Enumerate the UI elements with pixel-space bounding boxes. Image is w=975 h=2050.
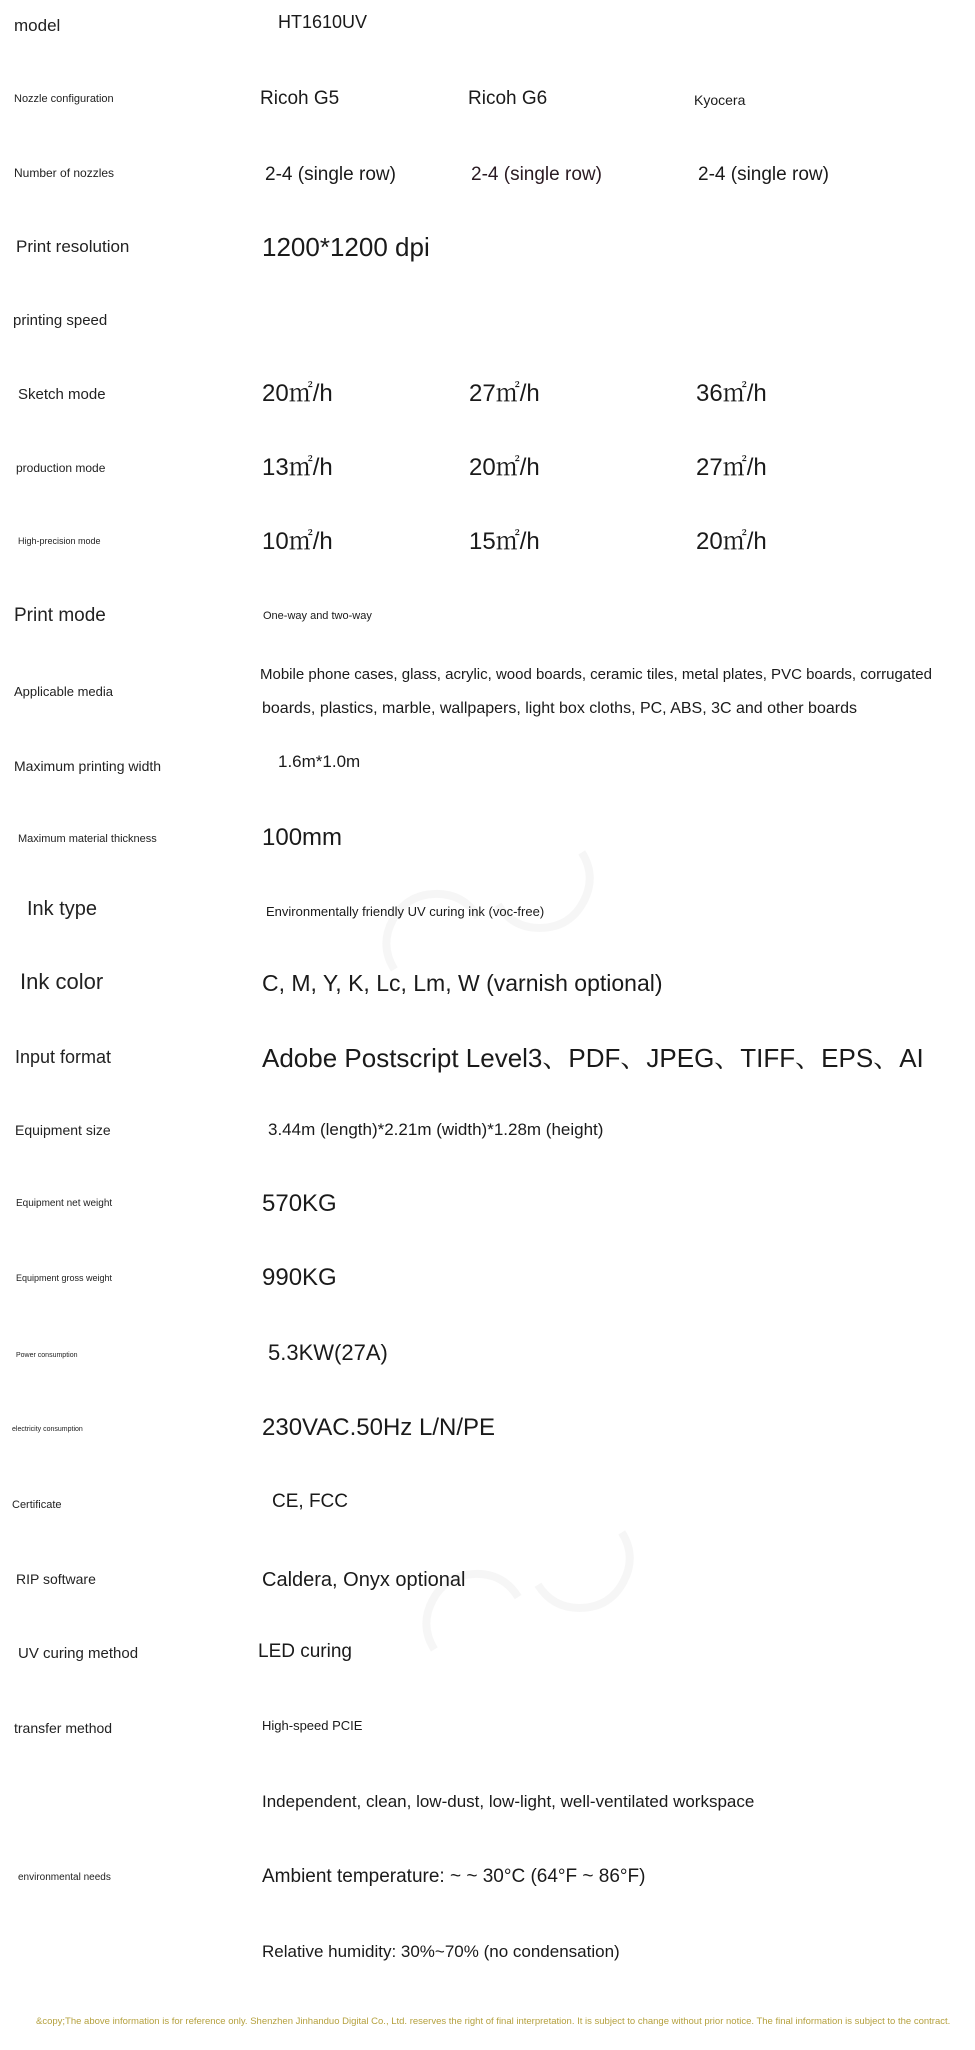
applicable-media-line2: boards, plastics, marble, wallpapers, light box cloths, PC, ABS, 3C and other boards xyxy=(262,700,857,717)
nozzle-config-col2: Ricoh G6 xyxy=(468,88,548,109)
max-printing-width-label: Maximum printing width xyxy=(14,758,162,774)
nozzles-col3: 2-4 (single row) xyxy=(698,164,829,185)
nozzle-config-col1: Ricoh G5 xyxy=(260,88,340,109)
ink-color-label: Ink color xyxy=(20,969,104,994)
electricity-consumption-value: 230VAC.50Hz L/N/PE xyxy=(262,1414,496,1441)
transfer-method-label: transfer method xyxy=(14,1720,113,1736)
rip-software-value: Caldera, Onyx optional xyxy=(262,1569,466,1591)
sketch-mode-label: Sketch mode xyxy=(18,386,106,403)
sketch-mode-col1: 20㎡/h xyxy=(262,380,333,407)
production-mode-col3: 27㎡/h xyxy=(696,454,767,481)
input-format-value: Adobe Postscript Level3、PDF、JPEG、TIFF、EPS、AI xyxy=(262,1043,924,1073)
environmental-needs-line3: Relative humidity: 30%~70% (no condensation) xyxy=(262,1942,620,1961)
environmental-needs-line2: Ambient temperature: ~ ~ 30°C (64°F ~ 86°F) xyxy=(262,1866,646,1887)
print-mode-label: Print mode xyxy=(14,605,106,626)
equipment-size-label: Equipment size xyxy=(15,1122,111,1138)
input-format-label: Input format xyxy=(15,1047,112,1067)
nozzle-config-col3: Kyocera xyxy=(694,92,746,108)
uv-curing-method-value: LED curing xyxy=(258,1641,352,1662)
sketch-mode-col2: 27㎡/h xyxy=(469,380,540,407)
environmental-needs-label: environmental needs xyxy=(18,1872,111,1883)
max-material-thickness-label: Maximum material thickness xyxy=(18,833,157,845)
applicable-media-label: Applicable media xyxy=(14,684,114,699)
production-mode-col1: 13㎡/h xyxy=(262,454,333,481)
power-consumption-label: Power consumption xyxy=(16,1352,78,1359)
footer-disclaimer: &copy;The above information is for reference only. Shenzhen Jinhanduo Digital Co., Ltd. reserves the right of final interpretation. It is subject to change without prior notice. The final information is subject to the contract. xyxy=(36,2016,951,2027)
uv-curing-method-label: UV curing method xyxy=(18,1645,139,1662)
high-precision-col1: 10㎡/h xyxy=(262,528,333,555)
print-mode-value: One-way and two-way xyxy=(263,610,372,622)
high-precision-mode-label: High-precision mode xyxy=(18,536,101,546)
equipment-net-weight-value: 570KG xyxy=(262,1190,337,1217)
ink-color-value: C, M, Y, K, Lc, Lm, W (varnish optional) xyxy=(262,970,663,996)
rip-software-label: RIP software xyxy=(16,1571,96,1587)
number-of-nozzles-label: Number of nozzles xyxy=(14,166,115,180)
ink-type-label: Ink type xyxy=(27,898,98,920)
model-value: HT1610UV xyxy=(278,12,368,32)
model-label: model xyxy=(14,16,61,35)
nozzle-configuration-label: Nozzle configuration xyxy=(14,93,114,105)
nozzles-col1: 2-4 (single row) xyxy=(265,164,396,185)
max-material-thickness-value: 100mm xyxy=(262,824,343,851)
high-precision-col3: 20㎡/h xyxy=(696,528,767,555)
equipment-gross-weight-value: 990KG xyxy=(262,1264,337,1291)
certificate-label: Certificate xyxy=(12,1499,62,1511)
equipment-gross-weight-label: Equipment gross weight xyxy=(16,1273,113,1283)
sketch-mode-col3: 36㎡/h xyxy=(696,380,767,407)
print-resolution-label: Print resolution xyxy=(16,237,130,256)
environmental-needs-line1: Independent, clean, low-dust, low-light, well-ventilated workspace xyxy=(262,1792,755,1811)
certificate-value: CE, FCC xyxy=(272,1491,348,1512)
printing-speed-label: printing speed xyxy=(13,312,108,329)
transfer-method-value: High-speed PCIE xyxy=(262,1718,363,1733)
max-printing-width-value: 1.6m*1.0m xyxy=(278,752,361,771)
ink-type-value: Environmentally friendly UV curing ink (voc-free) xyxy=(266,904,545,919)
electricity-consumption-label: electricity consumption xyxy=(12,1426,83,1433)
production-mode-col2: 20㎡/h xyxy=(469,454,540,481)
equipment-net-weight-label: Equipment net weight xyxy=(16,1198,113,1209)
equipment-size-value: 3.44m (length)*2.21m (width)*1.28m (height) xyxy=(268,1120,604,1139)
applicable-media-line1: Mobile phone cases, glass, acrylic, wood boards, ceramic tiles, metal plates, PVC boards, corrugated xyxy=(260,666,932,683)
production-mode-label: production mode xyxy=(16,461,106,475)
nozzles-col2: 2-4 (single row) xyxy=(471,164,602,185)
print-resolution-value: 1200*1200 dpi xyxy=(262,232,430,262)
high-precision-col2: 15㎡/h xyxy=(469,528,540,555)
power-consumption-value: 5.3KW(27A) xyxy=(268,1340,388,1365)
